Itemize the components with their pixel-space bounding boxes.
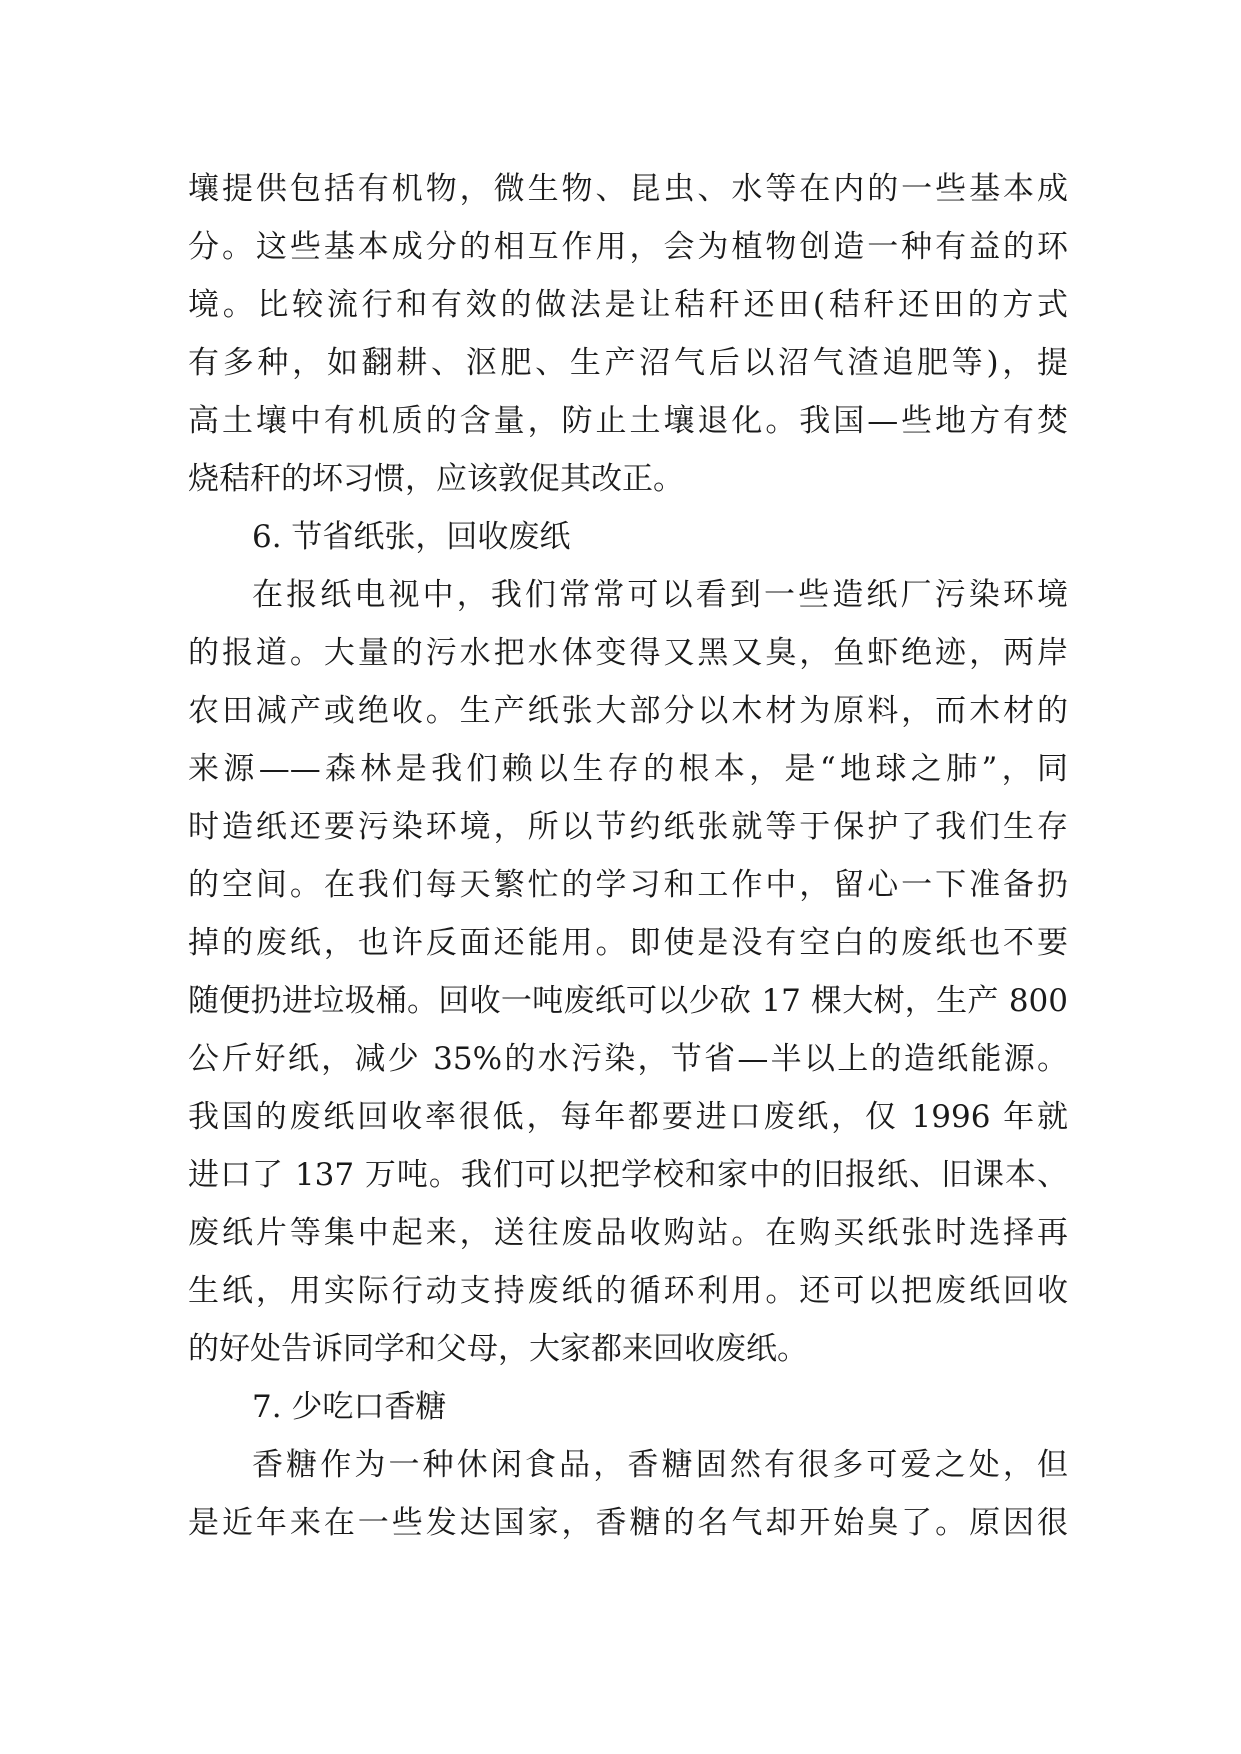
paragraph-line: 时造纸还要污染环境，所以节约纸张就等于保护了我们生存 xyxy=(188,809,1068,845)
paragraph-line: 分。这些基本成分的相互作用，会为植物创造一种有益的环 xyxy=(188,229,1068,265)
paragraph-line: 生纸，用实际行动支持废纸的循环利用。还可以把废纸回收 xyxy=(188,1273,1068,1309)
paragraph-line: 香糖作为一种休闲食品，香糖固然有很多可爱之处，但 xyxy=(252,1447,1068,1483)
paragraph-line: 我国的废纸回收率很低，每年都要进口废纸，仅 1996 年就 xyxy=(188,1099,1068,1135)
paragraph-line: 废纸片等集中起来，送往废品收购站。在购买纸张时选择再 xyxy=(188,1215,1068,1251)
paragraph-line: 掉的废纸，也许反面还能用。即使是没有空白的废纸也不要 xyxy=(188,925,1068,961)
body-text xyxy=(188,160,1068,1552)
paragraph-line: 的空间。在我们每天繁忙的学习和工作中，留心一下准备扔 xyxy=(188,867,1068,903)
paragraph-line: 有多种，如翻耕、沤肥、生产沼气后以沼气渣追肥等)，提 xyxy=(188,345,1068,381)
paragraph-line: 是近年来在一些发达国家，香糖的名气却开始臭了。原因很 xyxy=(188,1505,1068,1541)
paragraph-line: 进口了 137 万吨。我们可以把学校和家中的旧报纸、旧课本、 xyxy=(188,1157,1068,1193)
paragraph-line: 公斤好纸，减少 35%的水污染，节省—半以上的造纸能源。 xyxy=(188,1041,1068,1077)
paragraph-line: 境。比较流行和有效的做法是让秸秆还田(秸秆还田的方式 xyxy=(188,287,1068,323)
paragraph-line: 随便扔进垃圾桶。回收一吨废纸可以少砍 17 棵大树，生产 800 xyxy=(188,983,1068,1019)
paragraph-line: 农田减产或绝收。生产纸张大部分以木材为原料，而木材的 xyxy=(188,693,1068,729)
paragraph-line: 高土壤中有机质的含量，防止土壤退化。我国—些地方有焚 xyxy=(188,403,1068,439)
section-heading: 6. 节省纸张，回收废纸 xyxy=(252,519,571,555)
paragraph-line: 烧秸秆的坏习惯，应该敦促其改正。 xyxy=(188,461,684,497)
paragraph-line: 来源——森林是我们赖以生存的根本，是“地球之肺”，同 xyxy=(188,751,1068,787)
paragraph-line: 在报纸电视中，我们常常可以看到一些造纸厂污染环境 xyxy=(252,577,1068,613)
paragraph-line: 的好处告诉同学和父母，大家都来回收废纸。 xyxy=(188,1331,808,1367)
section-heading: 7. 少吃口香糖 xyxy=(252,1389,447,1425)
paragraph-line: 的报道。大量的污水把水体变得又黑又臭，鱼虾绝迹，两岸 xyxy=(188,635,1068,671)
paragraph-line: 壤提供包括有机物，微生物、昆虫、水等在内的一些基本成 xyxy=(188,171,1068,207)
